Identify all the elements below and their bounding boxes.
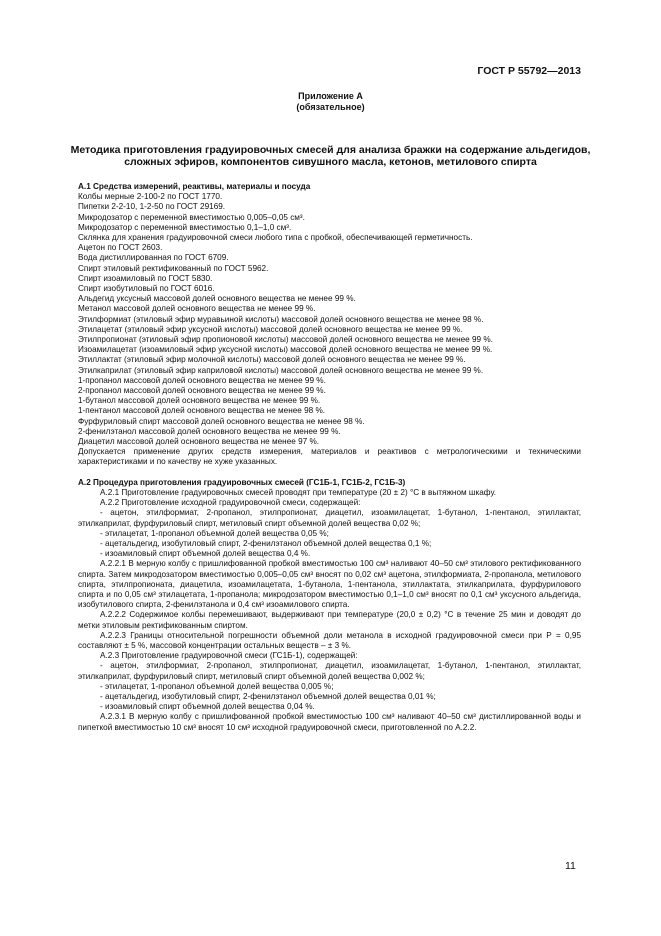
list-item: Этиллактат (этиловый эфир молочной кислоты) массовой долей основного вещества не менее 99 %.: [78, 355, 466, 365]
list-item: Этилкаприлат (этиловый эфир каприловой кислоты) массовой долей основного вещества не менее 99 %.: [78, 365, 484, 375]
list-item: Этилформиат (этиловый эфир муравьиной кислоты) массовой долей основного вещества не менее 98 %.: [78, 314, 484, 324]
list-item: Альдегид уксусный массовой долей основного вещества не менее 99 %.: [78, 294, 356, 304]
list-item: Колбы мерные 2-100-2 по ГОСТ 1770.: [78, 192, 223, 202]
list-item: Спирт этиловый ректификованный по ГОСТ 5962.: [78, 263, 269, 273]
paragraph: А.2.2.2 Содержимое колбы перемешивают, выдерживают при температуре (20,0 ± 0,2) °С в течение 25 мин и доводят до метки этиловым ректификованным спиртом.: [78, 610, 581, 630]
annex-type: (обязательное): [296, 102, 365, 112]
page-number: 11: [565, 860, 576, 872]
list-item: Ацетон по ГОСТ 2603.: [78, 243, 163, 253]
document-body: [78, 182, 581, 733]
list-item: 1-бутанол массовой долей основного вещества не менее 99 %.: [78, 396, 321, 406]
list-item: 1-пентанол массовой долей основного вещества не менее 98 %.: [78, 406, 326, 416]
list-item: 2-пропанол массовой долей основного вещества не менее 99 %.: [78, 386, 326, 396]
paragraph: - изоамиловый спирт объемной долей вещества 0,4 %.: [100, 549, 311, 559]
paragraph: - ацетальдегид, изобутиловый спирт, 2-фенилэтанол объемной долей вещества 0,01 %;: [100, 691, 436, 701]
paragraph: - изоамиловый спирт объемной долей вещества 0,04 %.: [100, 702, 315, 712]
list-item: Этилпропионат (этиловый эфир пропионовой кислоты) массовой долей основного вещества не менее 99 %.: [78, 335, 493, 345]
section-a2-body: [78, 488, 581, 733]
list-item: Спирт изобутиловый по ГОСТ 6016.: [78, 284, 215, 294]
list-item: Пипетки 2-2-10, 1-2-50 по ГОСТ 29169.: [78, 202, 226, 212]
list-item: Метанол массовой долей основного вещества не менее 99 %.: [78, 304, 316, 314]
standard-number: ГОСТ Р 55792—2013: [477, 65, 581, 77]
list-item: Микродозатор с переменной вместимостью 0,005–0,05 см³.: [78, 212, 305, 222]
section-a1-heading: А.1 Средства измерений, реактивы, материалы и посуда: [78, 182, 311, 191]
list-item: Диацетил массовой долей основного вещества не менее 97 %.: [78, 437, 320, 447]
paragraph: А.2.3 Приготовление градуировочной смеси (ГС1Б-1), содержащей:: [100, 651, 358, 661]
list-item: Спирт изоамиловый по ГОСТ 5830.: [78, 273, 213, 283]
paragraph: А.2.2.3 Границы относительной погрешности объемной доли метанола в исходной градуировочной смеси при Р = 0,95 составляют ± 5 %, массовой концентрации остальных веществ – ± 3 %.: [78, 630, 581, 650]
paragraph: - ацетон, этилформиат, 2-пропанол, этилпропионат, диацетил, изоамилацетат, 1-бутанол, 1-пентанол, этиллактат, этилкаприлат, фурфуриловый спирт, метиловый спирт объемной долей вещества 0,002 %;: [78, 661, 581, 681]
list-item: Этилацетат (этиловый эфир уксусной кислоты) массовой долей основного вещества не менее 99 %.: [78, 324, 463, 334]
list-item: 1-пропанол массовой долей основного вещества не менее 99 %.: [78, 375, 326, 385]
list-item: Фурфуриловый спирт массовой долей основного вещества не менее 98 %.: [78, 416, 365, 426]
paragraph: - ацетон, этилформиат, 2-пропанол, этилпропионат, диацетил, изоамилацетат, 1-бутанол, 1-пентанол, этиллактат, этилкаприлат, фурфуриловый спирт, метиловый спирт объемной долей вещества 0,02 %;: [78, 508, 581, 528]
paragraph: А.2.2 Приготовление исходной градуировочной смеси, содержащей:: [100, 498, 361, 508]
annex-name: Приложение А: [298, 91, 363, 101]
paragraph: А.2.2.1 В мерную колбу с пришлифованной пробкой вместимостью 100 см³ наливают 40–50 см³ этилового ректификованного спирта. Затем микродозатором вместимостью 0,005–0,05 см³ вносят по 0,02 см³ ацетона, этилформиата, 2-пропанола, метилового спирта, этилпропионата, диацетила, изоамилацетата, 1-бутанола, 1-пентанола, этиллактата, этилкаприлата, фурфурилового спирта и по 0,05 см³ этилацетата, 1-пропанола; микродозатором вместимостью 0,1–1,0 см³ вносят по 0,1 см³ уксусного альдегида, изобутилового спирта, 2-фенилэтанола и 0,4 см³ изоамилового спирта.: [78, 559, 581, 610]
paragraph: А.2.1 Приготовление градуировочных смесей проводят при температуре (20 ± 2) °С в вытяжном шкафу.: [100, 487, 496, 497]
paragraph: - этилацетат, 1-пропанол объемной долей вещества 0,005 %;: [100, 681, 334, 691]
list-item: Изоамилацетат (изоамиловый эфир уксусной кислоты) массовой долей основного вещества не менее 99 %.: [78, 345, 493, 355]
section-a1-list: [78, 192, 581, 467]
list-item: 2-фенилэтанол массовой долей основного вещества не менее 99 %.: [78, 426, 341, 436]
paragraph: - этилацетат, 1-пропанол объемной долей вещества 0,05 %;: [100, 528, 329, 538]
paragraph: - ацетальдегид, изобутиловый спирт, 2-фенилэтанол объемной долей вещества 0,1 %;: [100, 538, 432, 548]
list-item: Допускается применение других средств измерения, материалов и реактивов с метрологическими и техническими характеристиками и по качеству не хуже указанных.: [78, 447, 581, 467]
list-item: Микродозатор с переменной вместимостью 0,1–1,0 см³.: [78, 222, 292, 232]
list-item: Склянка для хранения градуировочной смеси любого типа с пробкой, обеспечивающей герметичность.: [78, 233, 473, 243]
section-a2-heading: А.2 Процедура приготовления градуировочных смесей (ГС1Б-1, ГС1Б-2, ГС1Б-3): [78, 477, 406, 487]
list-item: Вода дистиллированная по ГОСТ 6709.: [78, 253, 229, 263]
paragraph: А.2.3.1 В мерную колбу с пришлифованной пробкой вместимостью 100 см³ наливают 40–50 см³ дистиллированной воды и пипеткой вместимостью 10 см³ вносят 10 см³ исходной градуировочной смеси, приготовленной по А.2.2.: [78, 712, 581, 732]
document-title: Методика приготовления градуировочных смесей для анализа бражки на содержание альдегидов, сложных эфиров, компонентов сивушного масла, кетонов, метилового спирта: [70, 144, 591, 168]
